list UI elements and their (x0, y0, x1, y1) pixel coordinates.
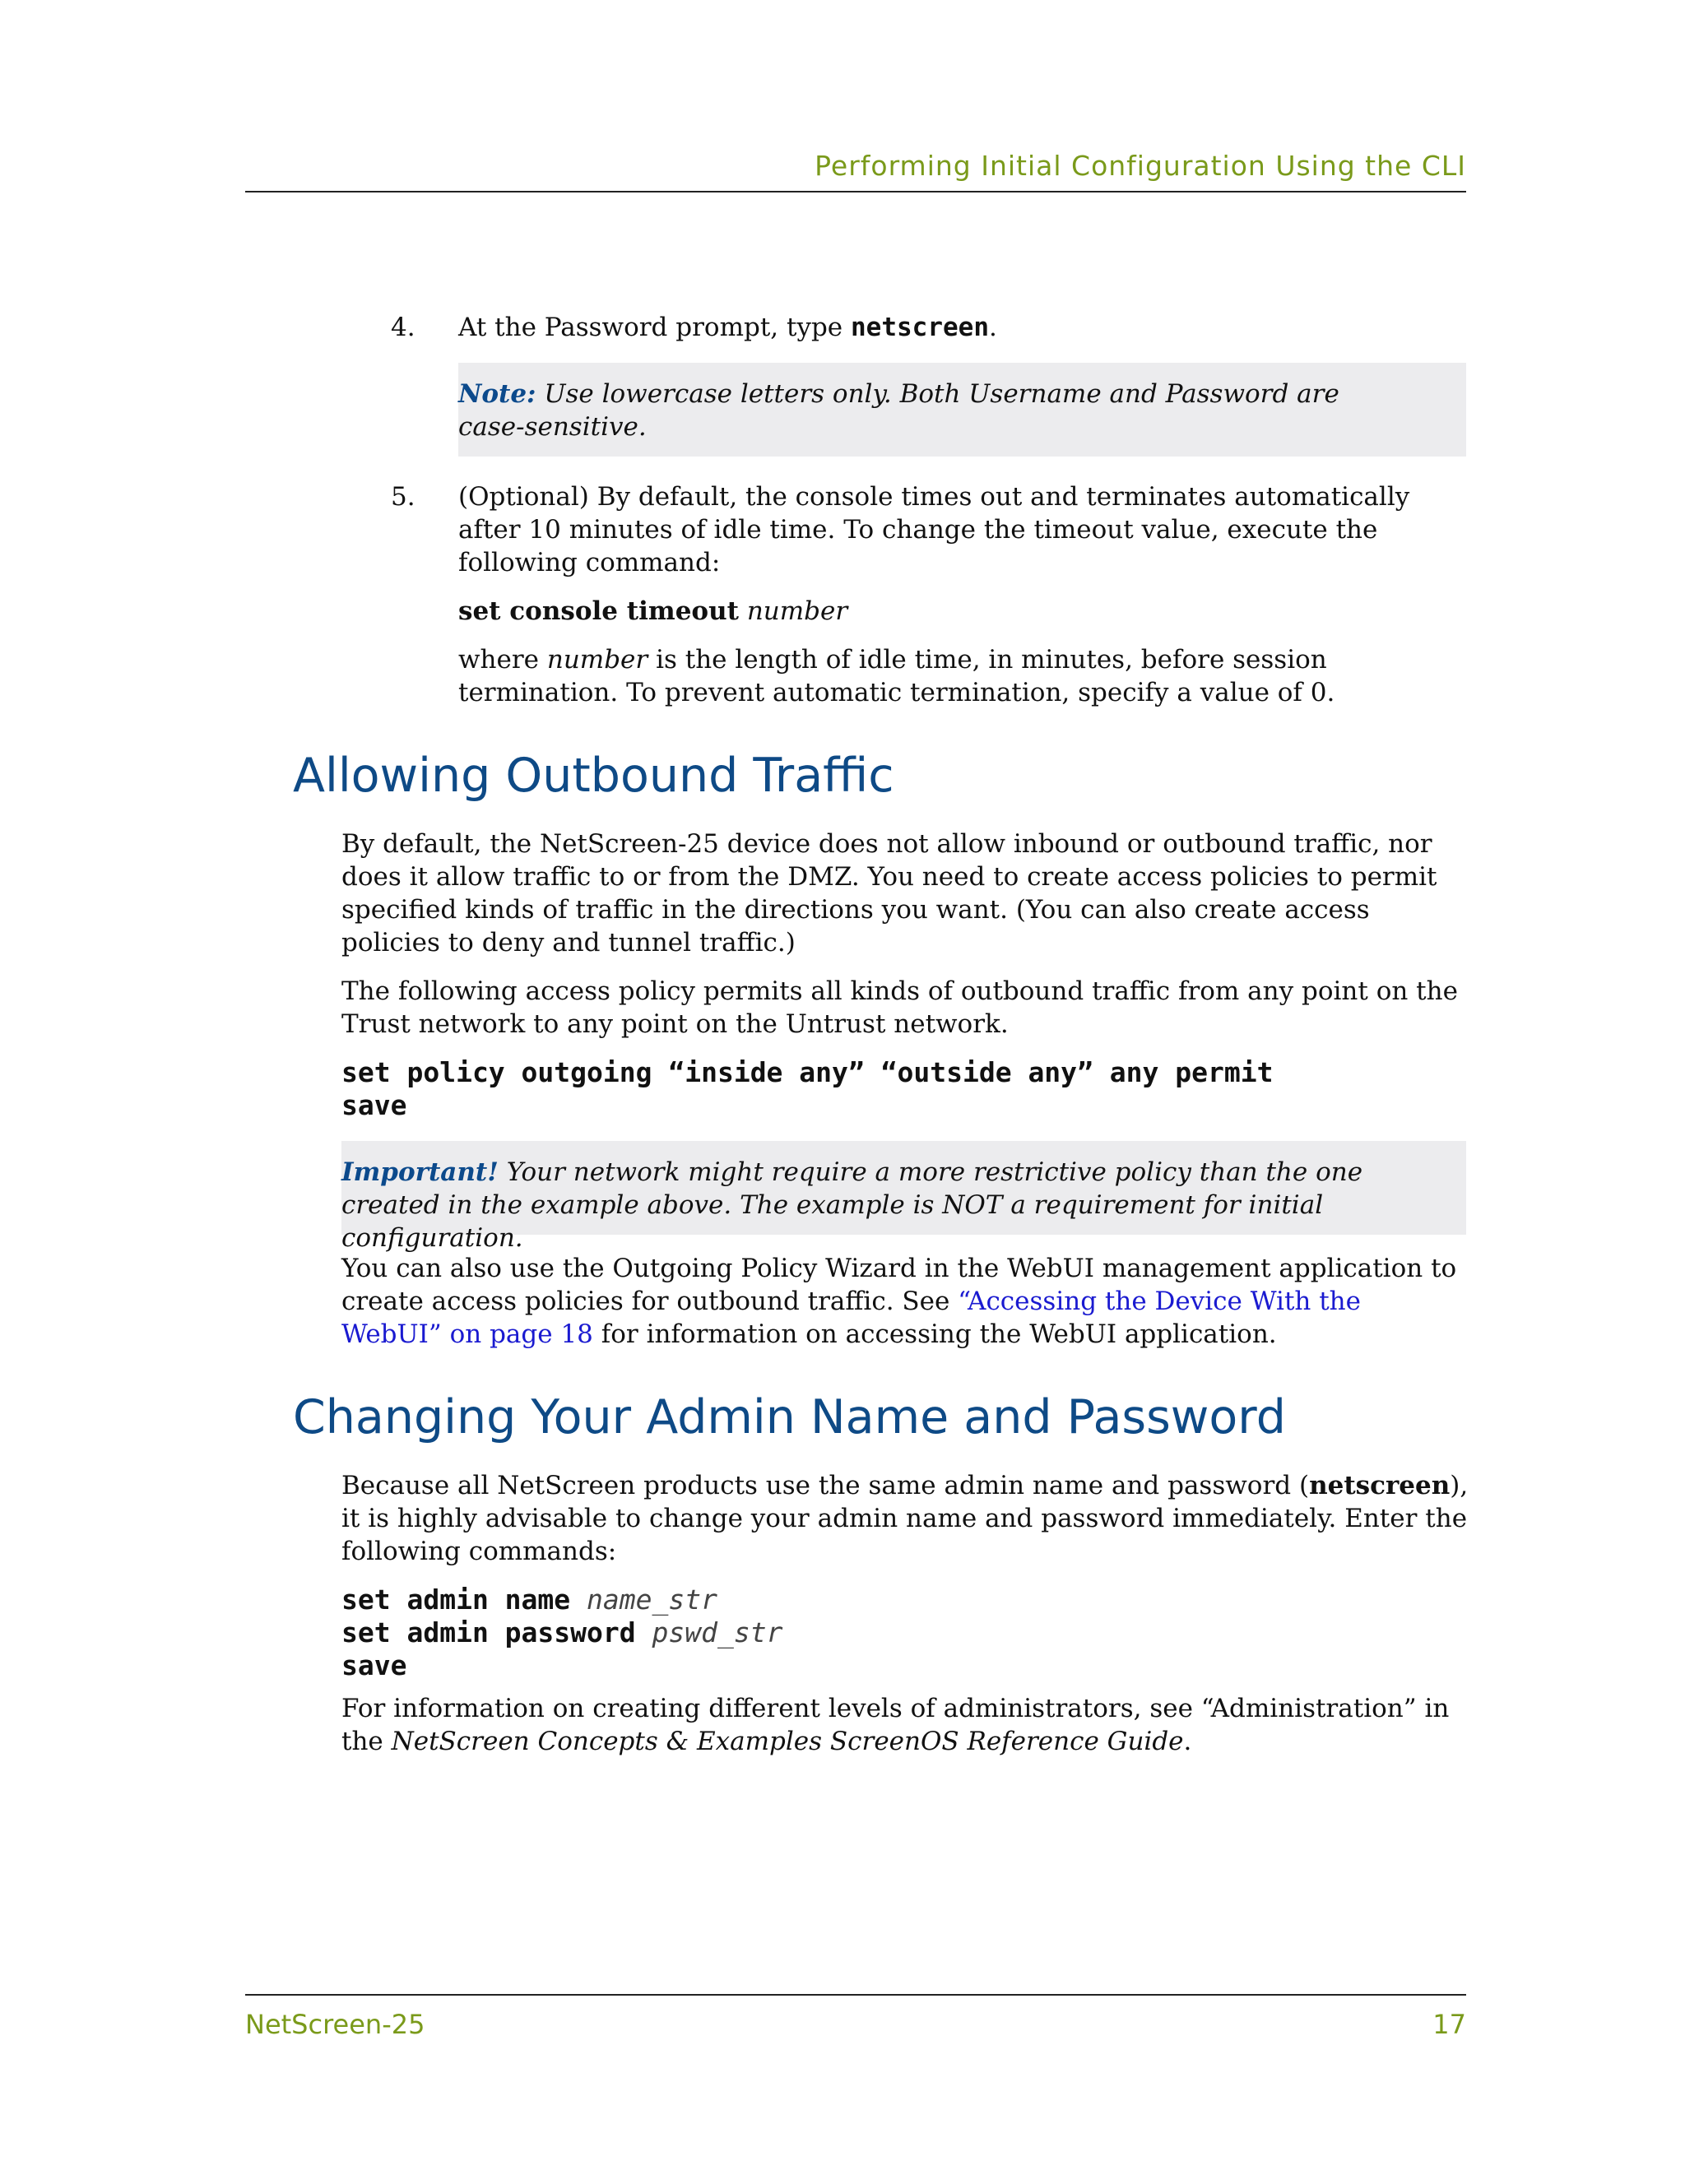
note-text: Use lowercase letters only. Both Username and Password are case-sensitive. (458, 379, 1339, 442)
important-label: Important! (341, 1157, 499, 1187)
command-bold: set console timeout (458, 596, 739, 626)
paragraph-text: You can also use the Outgoing Policy Wizard in the WebUI management application to create access policies for outbound traffic. See (341, 1254, 1457, 1316)
step-number: 5. (391, 482, 415, 512)
code-block (341, 1584, 1469, 1682)
paragraph-text: for information on accessing the WebUI application. (592, 1319, 1277, 1349)
where-suffix: is the length of idle time, in minutes, before session termination. To prevent automatic termination, specify a value of 0. (458, 645, 1335, 707)
section1-closing (341, 1252, 1469, 1351)
inline-command: netscreen (851, 313, 989, 342)
command-line (458, 595, 1469, 628)
paragraph: By default, the NetScreen-25 device does not allow inbound or outbound traffic, nor does it allow traffic to or from the DMZ. You need to create access policies to permit specified kinds of traffic in the directions you want. (You can also create access policies to deny and tunnel traffic.) (341, 829, 1437, 958)
paragraph (341, 1469, 1469, 1568)
step-body (458, 480, 1469, 709)
code-line: set admin password pswd_str (341, 1616, 783, 1648)
running-header: Performing Initial Configuration Using the CLI (815, 150, 1466, 182)
paragraph: The following access policy permits all kinds of outbound traffic from any point on the Trust network to any point on the Untrust network. (341, 976, 1458, 1039)
important-text: Your network might require a more restrictive policy than the one created in the example above. The example is NOT a requirement for initial configuration. (341, 1157, 1363, 1253)
section-heading-outbound: Allowing Outbound Traffic (293, 749, 894, 803)
section1-body (341, 828, 1469, 1122)
section2-body (341, 1469, 1469, 1758)
header-rule (245, 191, 1466, 192)
paragraph-text: . (1183, 1727, 1192, 1756)
step-text-suffix: . (989, 313, 997, 342)
note-box (458, 363, 1466, 457)
important-box (341, 1141, 1466, 1253)
footer-rule (245, 1994, 1466, 1996)
paragraph-bold: netscreen (1309, 1471, 1451, 1500)
step-number: 4. (391, 313, 415, 342)
paragraph-italic: NetScreen Concepts & Examples ScreenOS Reference Guide (391, 1727, 1184, 1756)
paragraph-text: For information on creating different levels of administrators, see “Administration” in the (341, 1694, 1450, 1756)
note-label: Note: (458, 379, 536, 409)
code-line: save (341, 1649, 407, 1681)
where-prefix: where (458, 645, 547, 675)
page-number: 17 (1432, 2009, 1466, 2040)
section-heading-admin: Changing Your Admin Name and Password (293, 1390, 1286, 1444)
code-line: set policy outgoing “inside any” “outside any” any permit (341, 1056, 1274, 1088)
cross-reference-link[interactable]: “Accessing the Device With the WebUI” on page 18 (341, 1287, 1361, 1349)
paragraph (341, 1692, 1469, 1758)
code-arg: name_str (587, 1584, 717, 1616)
paragraph-text: Because all NetScreen products use the same admin name and password ( (341, 1471, 1310, 1500)
command-arg: number (746, 596, 848, 626)
paragraph-text: ), it is highly advisable to change your admin name and password immediately. Enter the following commands: (341, 1471, 1469, 1566)
code-line: save (341, 1089, 407, 1121)
step-text: (Optional) By default, the console times out and terminates automatically after 10 minutes of idle time. To change the timeout value, execute the following command: (458, 482, 1410, 577)
where-arg: number (546, 645, 648, 675)
code-arg: pswd_str (652, 1616, 783, 1648)
step-text: At the Password prompt, type (458, 313, 852, 342)
paragraph (341, 1252, 1469, 1351)
step-body (458, 311, 1469, 344)
code-line: set admin name name_str (341, 1584, 717, 1616)
code-block (341, 1056, 1469, 1122)
footer-product: NetScreen-25 (245, 2009, 425, 2040)
where-text (458, 643, 1469, 709)
